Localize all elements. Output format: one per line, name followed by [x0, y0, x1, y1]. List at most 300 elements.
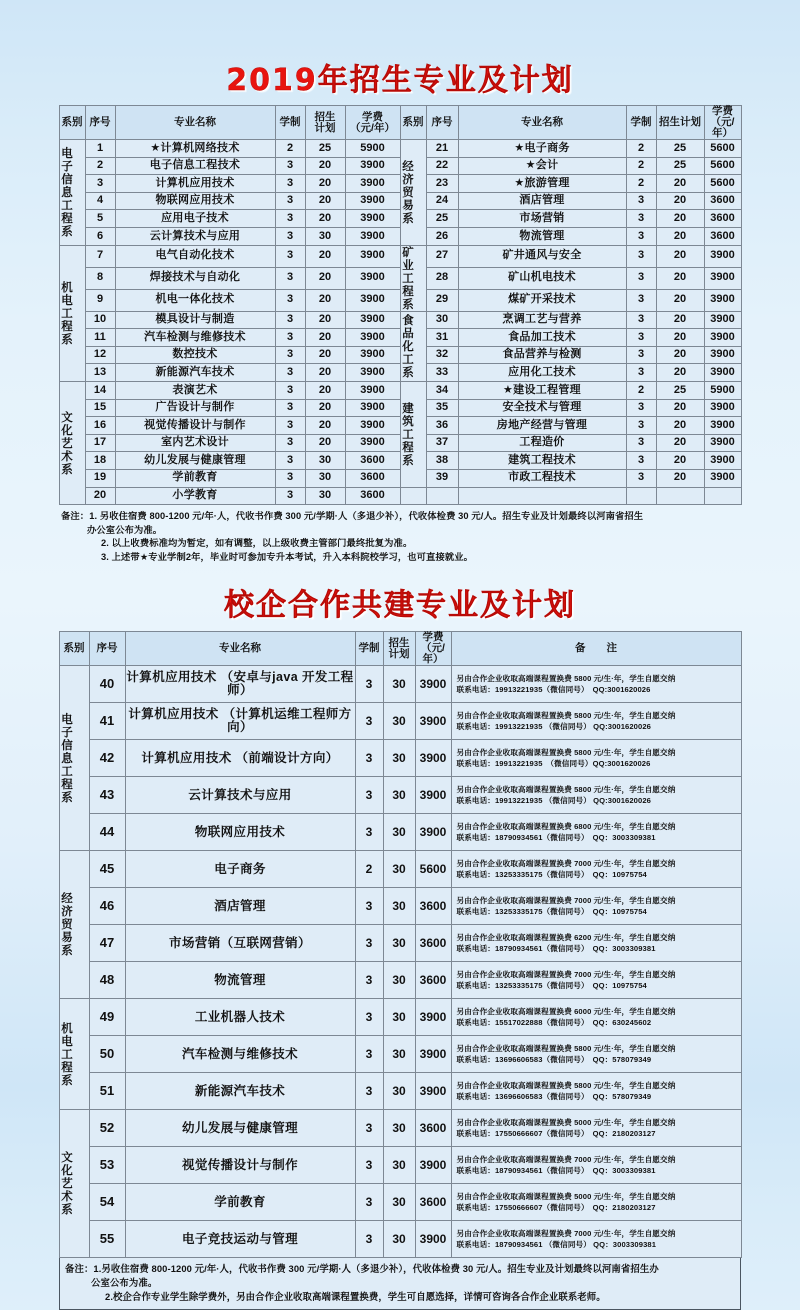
study-years: 2: [626, 157, 656, 175]
row-no: 33: [426, 364, 458, 382]
row-no: 17: [85, 434, 115, 452]
tuition-fee: 3600: [415, 888, 451, 925]
row-no: 16: [85, 417, 115, 435]
tuition-fee: 3900: [345, 364, 400, 382]
enroll-plan: 25: [305, 140, 345, 158]
tuition-fee: 3900: [415, 1221, 451, 1258]
major-name: 烹调工艺与营养: [458, 311, 626, 329]
row-no: 48: [89, 962, 125, 999]
note-line: 备注：1. 另收住宿费 800-1200 元/年·人，代收书作费 300 元/学期·人（多退少补），代收体检费 30 元/人。招生专业及计划最终以河南省招生: [61, 511, 644, 522]
remark-cell: [451, 1110, 741, 1147]
remark-contact-line: 联系电话：19913221935（微信同号） QQ:3001620026: [456, 685, 651, 695]
study-years: 3: [355, 814, 383, 851]
col-header-plan-left: 招生 计划: [305, 106, 345, 140]
tuition-fee: 3900: [704, 364, 741, 382]
remark-cell: [451, 777, 741, 814]
study-years: 3: [355, 999, 383, 1036]
table-row: [59, 140, 741, 158]
remark-cell: [451, 1184, 741, 1221]
enroll-plan: 30: [383, 666, 415, 703]
enroll-plan: 20: [656, 452, 704, 470]
row-no: 37: [426, 434, 458, 452]
tuition-fee: 3900: [345, 434, 400, 452]
major-name: ★电子商务: [458, 140, 626, 158]
major-name: 煤矿开采技术: [458, 289, 626, 311]
study-years: 3: [355, 1221, 383, 1258]
note-line: 3. 上述带★专业学制2年，毕业时可参加专升本考试，升入本科院校学习，也可直接就业。: [101, 551, 474, 562]
col-header-major: 专业名称: [125, 632, 355, 666]
major-name: 计算机应用技术: [115, 175, 275, 193]
table-row: [59, 1147, 741, 1184]
tuition-fee: 5600: [415, 851, 451, 888]
enroll-plan: 20: [656, 175, 704, 193]
dept-label: 机电工程系: [60, 1021, 72, 1087]
dept-label: 文化艺术系: [60, 410, 72, 476]
col-header-years: 学制: [355, 632, 383, 666]
dept-label: 文化艺术系: [60, 1151, 72, 1217]
tuition-fee: 3600: [415, 925, 451, 962]
table-row: [59, 777, 741, 814]
tuition-fee: 3900: [345, 175, 400, 193]
row-no: 30: [426, 311, 458, 329]
enroll-plan: 20: [305, 157, 345, 175]
enrollment-plan-notes: [59, 508, 741, 566]
major-name: 物流管理: [458, 228, 626, 246]
remark-contact-line: 联系电话：18790934561 （微信同号） QQ：3003309381: [456, 1240, 657, 1250]
table-row: [59, 999, 741, 1036]
dept-label: 电子信息工程系: [60, 146, 72, 238]
study-years: 3: [626, 228, 656, 246]
tuition-fee: 3900: [345, 329, 400, 347]
study-years: 3: [626, 346, 656, 364]
row-no: 50: [89, 1036, 125, 1073]
major-name: 云计算技术与应用: [125, 777, 355, 814]
remark-contact-line: 联系电话：18790934561（微信同号） QQ：3003309381: [456, 1166, 656, 1176]
study-years: 3: [355, 1110, 383, 1147]
remark-cell: [451, 851, 741, 888]
tuition-fee: 3900: [345, 417, 400, 435]
major-name: 酒店管理: [458, 192, 626, 210]
enroll-plan: 20: [305, 434, 345, 452]
remark-cell: [451, 666, 741, 703]
study-years: 2: [626, 140, 656, 158]
enroll-plan: 20: [656, 329, 704, 347]
study-years: 3: [626, 289, 656, 311]
remark-contact-line: 联系电话：19913221935 （微信同号） QQ:3001620026: [456, 796, 651, 806]
table-row: [59, 1073, 741, 1110]
study-years: 3: [275, 487, 305, 505]
remark-cell: [451, 925, 741, 962]
dept-label: 食品化工系: [401, 313, 413, 379]
major-name: ★旅游管理: [458, 175, 626, 193]
row-no: 14: [85, 381, 115, 399]
remark-cell: [451, 1073, 741, 1110]
dept-label-cell: [400, 245, 426, 311]
tuition-fee: 3600: [704, 192, 741, 210]
major-name: 计算机应用技术 （前端设计方向）: [125, 740, 355, 777]
major-name: 电子竞技运动与管理: [125, 1221, 355, 1258]
dept-label-cell: [59, 381, 85, 504]
tuition-fee: 3600: [415, 1110, 451, 1147]
row-no: 54: [89, 1184, 125, 1221]
table-row: [59, 1184, 741, 1221]
enroll-plan: 30: [383, 925, 415, 962]
tuition-fee: 3600: [704, 210, 741, 228]
row-no: 36: [426, 417, 458, 435]
remark-cell: [451, 703, 741, 740]
note-line: 备注：1.另收住宿费 800-1200 元/年·人，代收书作费 300 元/学期·人（多退少补），代收体检费 30 元/人。招生专业及计划最终以河南省招生办: [65, 1263, 659, 1275]
major-name: 汽车检测与维修技术: [125, 1036, 355, 1073]
tuition-fee: 3600: [704, 228, 741, 246]
tuition-fee: 3900: [704, 329, 741, 347]
remark-fee-line: 另由合作企业收取高端课程置换费 5800 元/生·年，学生自愿交纳: [456, 1044, 676, 1054]
enroll-plan: 30: [383, 1036, 415, 1073]
enroll-plan: 25: [656, 140, 704, 158]
study-years: 3: [355, 888, 383, 925]
tuition-fee: 3900: [345, 346, 400, 364]
dept-label: 经济贸易系: [401, 159, 413, 225]
tuition-fee: 3600: [345, 469, 400, 487]
enroll-plan: 25: [656, 157, 704, 175]
col-header-dept-right: 系别: [400, 106, 426, 140]
major-name: 室内艺术设计: [115, 434, 275, 452]
tuition-fee: 3900: [704, 267, 741, 289]
enroll-plan: 30: [383, 1184, 415, 1221]
dept-label: 经济贸易系: [60, 892, 72, 958]
remark-fee-line: 另由合作企业收取高端课程置换费 5800 元/生·年，学生自愿交纳: [456, 711, 676, 721]
col-header-major-left: 专业名称: [115, 106, 275, 140]
row-no: 25: [426, 210, 458, 228]
enroll-plan: 20: [656, 346, 704, 364]
dept-label-cell: [59, 851, 89, 999]
study-years: 3: [275, 469, 305, 487]
col-header-remark: 备 注: [451, 632, 741, 666]
table-row: [59, 703, 741, 740]
empty-cell: [458, 487, 626, 505]
remark-contact-line: 联系电话：13253335175（微信同号） QQ：10975754: [456, 907, 647, 917]
row-no: 32: [426, 346, 458, 364]
col-header-major-right: 专业名称: [458, 106, 626, 140]
major-name: 新能源汽车技术: [115, 364, 275, 382]
enroll-plan: 20: [656, 364, 704, 382]
remark-fee-line: 另由合作企业收取高端课程置换费 5800 元/生·年，学生自愿交纳: [456, 748, 676, 758]
tuition-fee: 5900: [704, 381, 741, 399]
major-name: 表演艺术: [115, 381, 275, 399]
remark-fee-line: 另由合作企业收取高端课程置换费 5000 元/生·年，学生自愿交纳: [456, 1192, 676, 1202]
remark-fee-line: 另由合作企业收取高端课程置换费 7000 元/生·年，学生自愿交纳: [456, 970, 676, 980]
page-title-school-enterprise: 校企合作共建专业及计划: [224, 588, 576, 624]
row-no: 34: [426, 381, 458, 399]
major-name: 矿井通风与安全: [458, 245, 626, 267]
row-no: 27: [426, 245, 458, 267]
note-line: 办公室公布为准。: [87, 524, 163, 535]
enroll-plan: 20: [656, 267, 704, 289]
row-no: 47: [89, 925, 125, 962]
table-row: [59, 925, 741, 962]
study-years: 2: [275, 140, 305, 158]
enroll-plan: 30: [305, 487, 345, 505]
dept-label-cell: [400, 140, 426, 246]
dept-label-cell: [400, 311, 426, 381]
major-name: 工业机器人技术: [125, 999, 355, 1036]
enroll-plan: 30: [305, 469, 345, 487]
row-no: 4: [85, 192, 115, 210]
tuition-fee: 5600: [704, 140, 741, 158]
row-no: 35: [426, 399, 458, 417]
row-no: 29: [426, 289, 458, 311]
major-name: 小学教育: [115, 487, 275, 505]
remark-cell: [451, 1147, 741, 1184]
tuition-fee: 3600: [415, 962, 451, 999]
remark-cell: [451, 740, 741, 777]
row-no: 1: [85, 140, 115, 158]
empty-cell: [400, 487, 426, 505]
tuition-fee: 3900: [704, 434, 741, 452]
remark-fee-line: 另由合作企业收取高端课程置换费 7000 元/生·年，学生自愿交纳: [456, 859, 676, 869]
major-name: ★会计: [458, 157, 626, 175]
major-name: 应用化工技术: [458, 364, 626, 382]
study-years: 3: [275, 417, 305, 435]
enroll-plan: 30: [383, 1073, 415, 1110]
empty-cell: [426, 487, 458, 505]
major-name: 焊接技术与自动化: [115, 267, 275, 289]
remark-fee-line: 另由合作企业收取高端课程置换费 5800 元/生·年，学生自愿交纳: [456, 1081, 676, 1091]
major-name: 食品营养与检测: [458, 346, 626, 364]
enroll-plan: 20: [305, 175, 345, 193]
row-no: 43: [89, 777, 125, 814]
enroll-plan: 20: [305, 417, 345, 435]
enroll-plan: 20: [656, 434, 704, 452]
enroll-plan: 20: [656, 311, 704, 329]
row-no: 12: [85, 346, 115, 364]
enroll-plan: 20: [305, 329, 345, 347]
row-no: 52: [89, 1110, 125, 1147]
row-no: 45: [89, 851, 125, 888]
remark-contact-line: 联系电话：13253335175（微信同号） QQ：10975754: [456, 981, 647, 991]
study-years: 3: [626, 311, 656, 329]
row-no: 49: [89, 999, 125, 1036]
tuition-fee: 3900: [704, 469, 741, 487]
major-name: ★建设工程管理: [458, 381, 626, 399]
note-line: 2.校企合作专业学生除学费外，另由合作企业收取高端课程置换费，学生可自愿选择，详情可咨询各合作企业联系老师。: [105, 1291, 606, 1303]
tuition-fee: 3900: [415, 703, 451, 740]
study-years: 3: [355, 1073, 383, 1110]
major-name: 新能源汽车技术: [125, 1073, 355, 1110]
dept-label: 电子信息工程系: [60, 712, 72, 804]
table2-header-row: [59, 632, 741, 666]
study-years: 2: [626, 175, 656, 193]
enroll-plan: 30: [383, 740, 415, 777]
major-name: 应用电子技术: [115, 210, 275, 228]
major-name: 物联网应用技术: [115, 192, 275, 210]
study-years: 3: [275, 289, 305, 311]
study-years: 3: [355, 925, 383, 962]
table-row: [59, 311, 741, 329]
tuition-fee: 3900: [704, 289, 741, 311]
tuition-fee: 3900: [345, 228, 400, 246]
table-row: [59, 851, 741, 888]
enroll-plan: 20: [305, 192, 345, 210]
school-enterprise-notes: [59, 1258, 741, 1310]
row-no: 46: [89, 888, 125, 925]
remark-fee-line: 另由合作企业收取高端课程置换费 5800 元/生·年，学生自愿交纳: [456, 785, 676, 795]
study-years: 3: [355, 1184, 383, 1221]
remark-fee-line: 另由合作企业收取高端课程置换费 7000 元/生·年，学生自愿交纳: [456, 896, 676, 906]
row-no: 11: [85, 329, 115, 347]
enroll-plan: 30: [383, 888, 415, 925]
tuition-fee: 3900: [345, 192, 400, 210]
row-no: 2: [85, 157, 115, 175]
study-years: 3: [626, 469, 656, 487]
tuition-fee: 5900: [345, 140, 400, 158]
enroll-plan: 20: [656, 399, 704, 417]
table-row: [59, 666, 741, 703]
tuition-fee: 3900: [345, 157, 400, 175]
study-years: 3: [355, 962, 383, 999]
major-name: 电子商务: [125, 851, 355, 888]
row-no: 24: [426, 192, 458, 210]
row-no: 31: [426, 329, 458, 347]
row-no: 15: [85, 399, 115, 417]
col-header-fee: 学费 （元/年）: [415, 632, 451, 666]
table-row: [59, 888, 741, 925]
col-header-years-right: 学制: [626, 106, 656, 140]
row-no: 28: [426, 267, 458, 289]
row-no: 7: [85, 245, 115, 267]
tuition-fee: 3900: [345, 210, 400, 228]
row-no: 22: [426, 157, 458, 175]
major-name: 房地产经营与管理: [458, 417, 626, 435]
major-name: 汽车检测与维修技术: [115, 329, 275, 347]
study-years: 3: [355, 1147, 383, 1184]
study-years: 3: [275, 381, 305, 399]
row-no: 53: [89, 1147, 125, 1184]
enroll-plan: 30: [383, 703, 415, 740]
empty-cell: [626, 487, 656, 505]
major-name: 酒店管理: [125, 888, 355, 925]
remark-cell: [451, 962, 741, 999]
study-years: 3: [275, 228, 305, 246]
dept-label-cell: [59, 140, 85, 246]
study-years: 3: [275, 434, 305, 452]
row-no: 51: [89, 1073, 125, 1110]
remark-contact-line: 联系电话：15517022888（微信同号） QQ：630245602: [456, 1018, 652, 1028]
study-years: 3: [355, 740, 383, 777]
major-name: 幼儿发展与健康管理: [125, 1110, 355, 1147]
table-row: [59, 814, 741, 851]
study-years: 3: [355, 666, 383, 703]
row-no: 21: [426, 140, 458, 158]
page-title-enrollment-plan: 2019年招生专业及计划: [226, 63, 574, 98]
tuition-fee: 3900: [415, 666, 451, 703]
enroll-plan: 20: [656, 228, 704, 246]
remark-contact-line: 联系电话：19913221935 （微信同号）QQ:3001620026: [456, 759, 651, 769]
enroll-plan: 30: [383, 851, 415, 888]
remark-contact-line: 联系电话：13696606583（微信同号） QQ：578079349: [456, 1092, 652, 1102]
tuition-fee: 3900: [345, 311, 400, 329]
remark-fee-line: 另由合作企业收取高端课程置换费 6000 元/生·年，学生自愿交纳: [456, 1007, 676, 1017]
row-no: 55: [89, 1221, 125, 1258]
study-years: 3: [275, 346, 305, 364]
major-name: 模具设计与制造: [115, 311, 275, 329]
remark-contact-line: 联系电话：17550666607（微信同号） QQ：2180203127: [456, 1203, 656, 1213]
col-header-no: 序号: [89, 632, 125, 666]
study-years: 3: [626, 329, 656, 347]
enroll-plan: 20: [305, 267, 345, 289]
major-name: 电气自动化技术: [115, 245, 275, 267]
major-name: ★计算机网络技术: [115, 140, 275, 158]
tuition-fee: 3900: [415, 1147, 451, 1184]
tuition-fee: 3900: [415, 1036, 451, 1073]
tuition-fee: 3600: [345, 487, 400, 505]
major-name: 物联网应用技术: [125, 814, 355, 851]
row-no: 18: [85, 452, 115, 470]
tuition-fee: 3900: [345, 267, 400, 289]
remark-contact-line: 联系电话：18790934561（微信同号） QQ：3003309381: [456, 833, 656, 843]
remark-cell: [451, 1221, 741, 1258]
major-name: 计算机应用技术 （计算机运维工程师方向）: [125, 703, 355, 740]
major-name: 建筑工程技术: [458, 452, 626, 470]
major-name: 市政工程技术: [458, 469, 626, 487]
empty-cell: [656, 487, 704, 505]
row-no: 26: [426, 228, 458, 246]
dept-label-cell: [59, 666, 89, 851]
enroll-plan: 25: [656, 381, 704, 399]
remark-contact-line: 联系电话：13253335175（微信同号） QQ：10975754: [456, 870, 647, 880]
major-name: 安全技术与管理: [458, 399, 626, 417]
col-header-fee-right: 学费 （元/年）: [704, 106, 741, 140]
tuition-fee: 3900: [415, 1073, 451, 1110]
major-name: 幼儿发展与健康管理: [115, 452, 275, 470]
row-no: 13: [85, 364, 115, 382]
study-years: 3: [275, 364, 305, 382]
remark-contact-line: 联系电话：17550666607（微信同号） QQ：2180203127: [456, 1129, 656, 1139]
major-name: 视觉传播设计与制作: [125, 1147, 355, 1184]
dept-label: 建筑工程系: [401, 401, 413, 467]
study-years: 3: [626, 245, 656, 267]
note-line: 公室公布为准。: [91, 1277, 158, 1289]
enroll-plan: 20: [656, 289, 704, 311]
enroll-plan: 20: [305, 311, 345, 329]
study-years: 3: [626, 210, 656, 228]
tuition-fee: 3900: [704, 417, 741, 435]
enroll-plan: 30: [383, 1110, 415, 1147]
table-row: [59, 962, 741, 999]
study-years: 3: [355, 777, 383, 814]
study-years: 3: [626, 192, 656, 210]
enroll-plan: 20: [305, 210, 345, 228]
study-years: 3: [355, 1036, 383, 1073]
remark-cell: [451, 999, 741, 1036]
row-no: 39: [426, 469, 458, 487]
study-years: 2: [626, 381, 656, 399]
tuition-fee: 3900: [704, 245, 741, 267]
row-no: 20: [85, 487, 115, 505]
enroll-plan: 20: [305, 245, 345, 267]
remark-fee-line: 另由合作企业收取高端课程置换费 7000 元/生·年，学生自愿交纳: [456, 1229, 676, 1239]
enroll-plan: 30: [383, 1221, 415, 1258]
table-row: [59, 487, 741, 505]
dept-label-cell: [59, 1110, 89, 1258]
enroll-plan: 20: [305, 346, 345, 364]
dept-label-cell: [59, 999, 89, 1110]
enrollment-plan-table: [59, 105, 742, 505]
remark-cell: [451, 1036, 741, 1073]
major-name: 食品加工技术: [458, 329, 626, 347]
row-no: 10: [85, 311, 115, 329]
enroll-plan: 30: [383, 777, 415, 814]
remark-fee-line: 另由合作企业收取高端课程置换费 6800 元/生·年，学生自愿交纳: [456, 822, 676, 832]
